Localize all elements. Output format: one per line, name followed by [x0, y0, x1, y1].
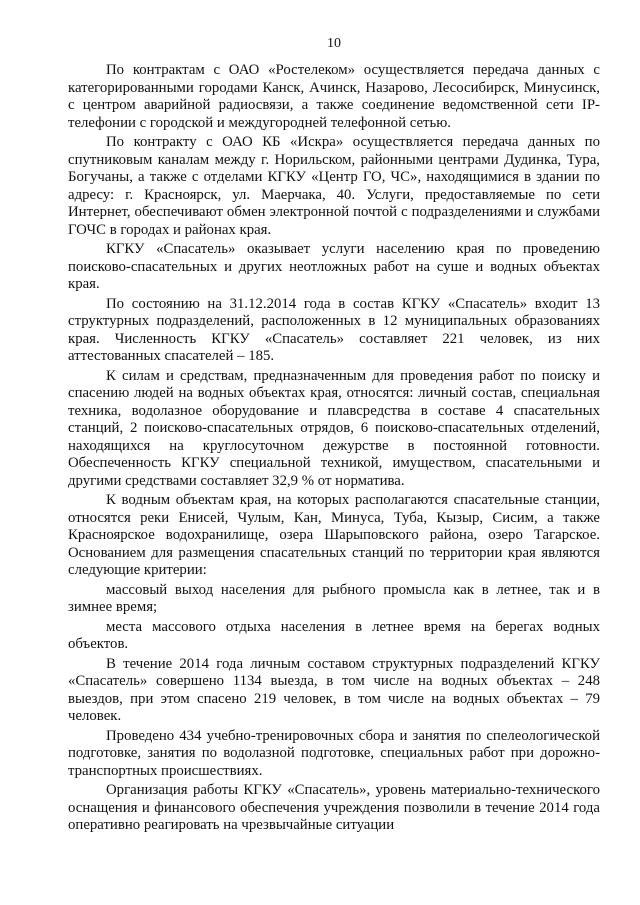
paragraph-iskra: По контракту с ОАО КБ «Искра» осуществляется передача данных по спутниковым каналам между г. Норильском, районными центрами Дудинка, Тура, Богучаны, а также с отделами КГКУ «Центр ГО, ЧС», находящимися в здании по адресу: г. Красноярск, ул. Маерчака, 40. Услуги, предоставляемые по сети Интернет, обеспечивают обмен электронной почтой с подразделениями и службами ГОЧС в городах и районах края. — [68, 134, 600, 238]
page-number: 10 — [327, 36, 341, 51]
paragraph-spasatel-services: КГКУ «Спасатель» оказывает услуги населению края по проведению поисково-спасательных и других неотложных работ на суше и водных объектах края. — [68, 241, 600, 292]
paragraph-staff-count: По состоянию на 31.12.2014 года в состав КГКУ «Спасатель» входит 13 структурных подразделений, расположенных в 12 муниципальных образованиях края. Численность КГКУ «Спасатель» составляет 221 человек, из них аттестованных спасателей – 185. — [68, 295, 600, 364]
paragraph-water-objects: К водным объектам края, на которых располагаются спасательные станции, относятся реки Енисей, Чулым, Кан, Минуса, Туба, Кызыр, Сисим, а также Красноярское водохранилище, озера Шарыповского района, озеро Тагарское. Основанием для размещения спасательных станций по территории края являются следующие критерии: — [68, 492, 600, 578]
paragraph-organization: Организация работы КГКУ «Спасатель», уровень материально-технического оснащения и финансового обеспечения учреждения позволили в течение 2014 года оперативно реагировать на чрезвычайные ситуации — [68, 782, 600, 833]
paragraph-rostelecom: По контрактам с ОАО «Ростелеком» осуществляется передача данных с категорированными городами Канск, Ачинск, Назарово, Лесосибирск, Минусинск, с центром аварийной радиосвязи, а также соединение ведомственной сети IP-телефонии с городской и междугородней телефонной сетью. — [68, 62, 600, 131]
paragraph-criterion-fishing: массовый выход населения для рыбного промысла как в летнее, так и в зимнее время; — [68, 581, 600, 615]
paragraph-callouts-2014: В течение 2014 года личным составом структурных подразделений КГКУ «Спасатель» совершено 1134 выезда, в том числе на водных объектах – 248 выездов, при этом спасено 219 человек, в том числе на водных объектах – 79 человек. — [68, 655, 600, 724]
paragraph-criterion-recreation: места массового отдыха населения в летнее время на берегах водных объектов. — [68, 618, 600, 652]
paragraph-forces: К силам и средствам, предназначенным для проведения работ по поиску и спасению людей на водных объектах края, относятся: личный состав, специальная техника, водолазное оборудование и плавсредства в составе 4 спасательных станций, 2 поисково-спасательных отрядов, 6 поисково-спасательных отделений, находящихся на круглосуточном дежурстве в постоянной готовности. Обеспеченность КГКУ специальной техникой, имуществом, спасательными и другими средствами составляет 32,9 % от норматива. — [68, 367, 600, 489]
paragraph-training: Проведено 434 учебно-тренировочных сбора и занятия по спелеологической подготовке, занятия по водолазной подготовке, специальных работ при дорожно-транспортных происшествиях. — [68, 727, 600, 779]
